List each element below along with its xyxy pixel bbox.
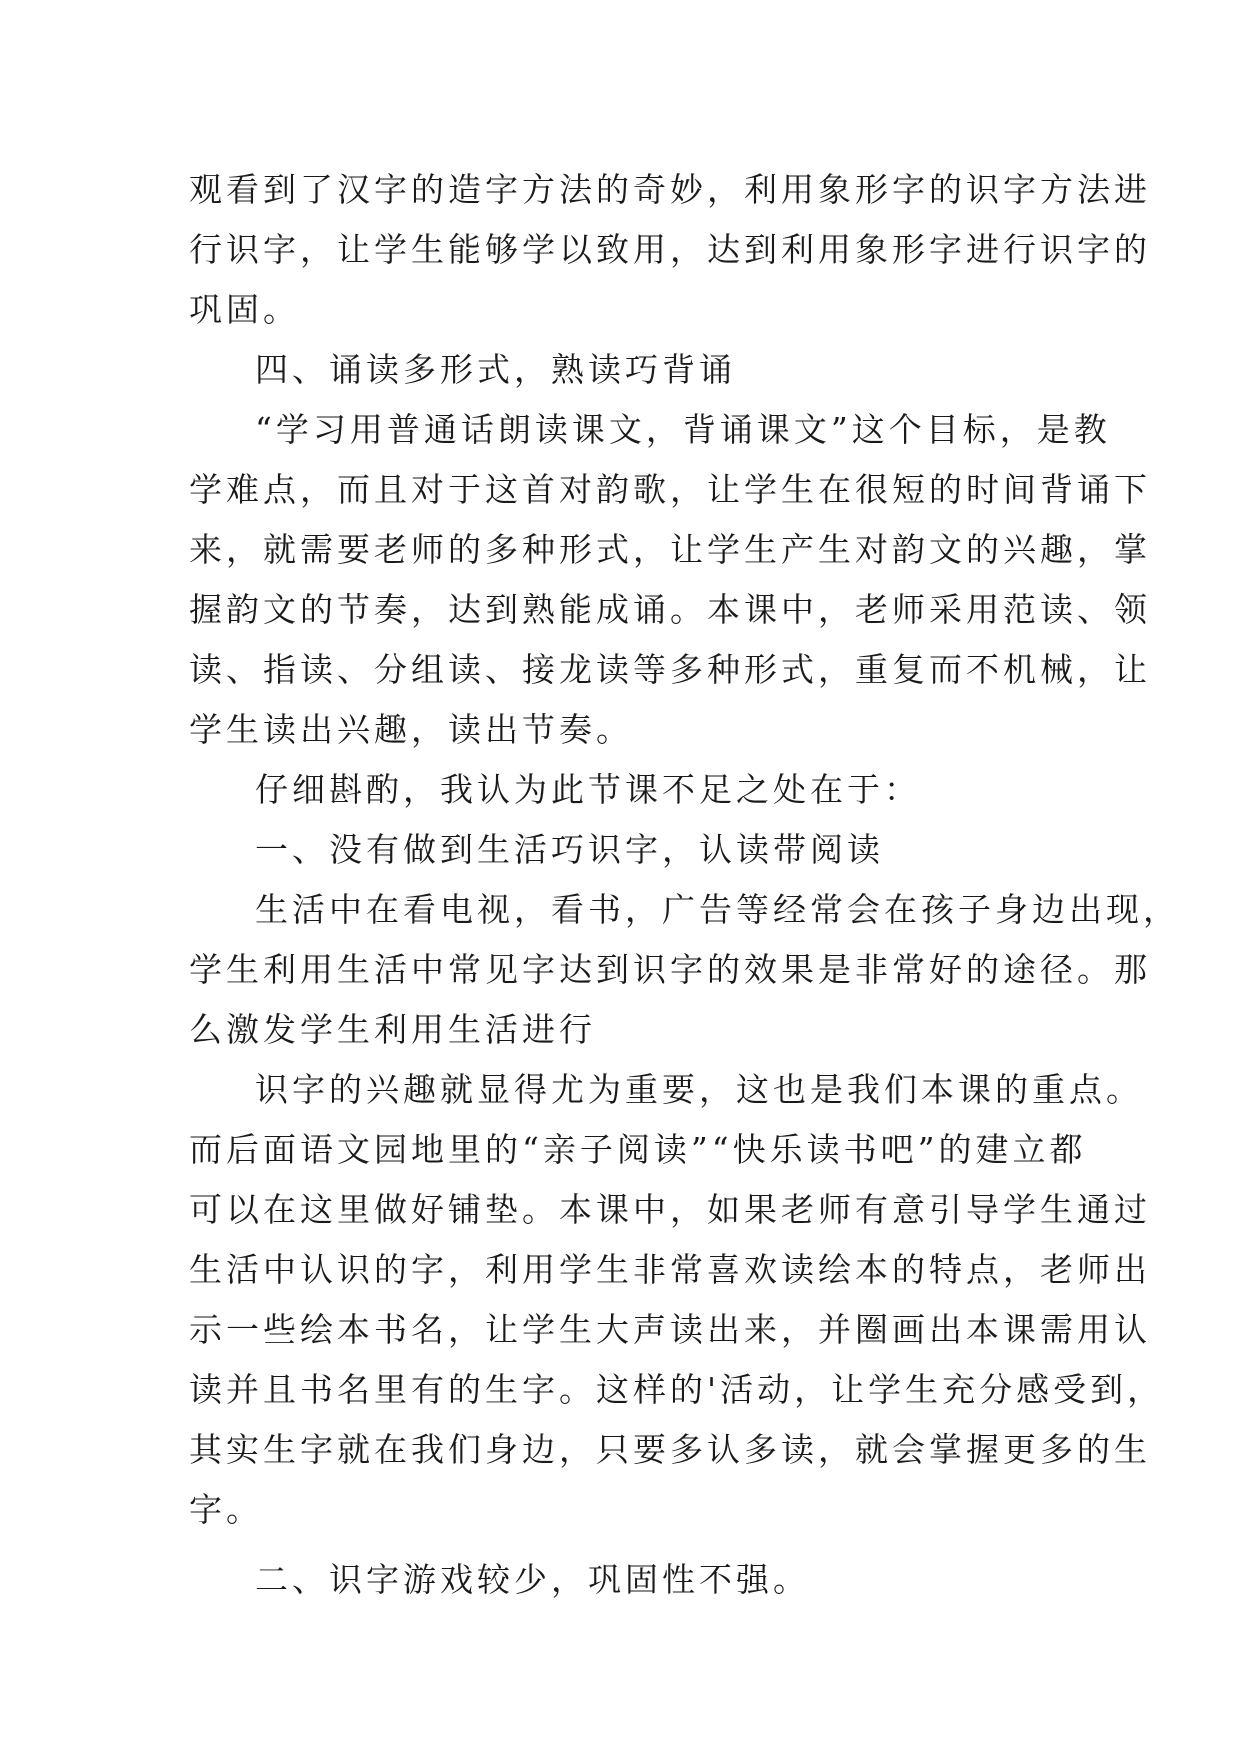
paragraph-gap [189,1540,1069,1550]
text-line: 握韵文的节奏，达到熟能成诵。本课中，老师采用范读、领 [189,590,1151,629]
text-line: 字。 [189,1490,263,1529]
text-line: 读、指读、分组读、接龙读等多种形式，重复而不机械，让 [189,650,1151,689]
text-line: 而后面语文园地里的“亲子阅读”“快乐读书吧”的建立都 [189,1130,1087,1169]
section-heading: 二、识字游戏较少，巩固性不强。 [255,1560,810,1599]
text-line: 观看到了汉字的造字方法的奇妙，利用象形字的识字方法进 [189,170,1151,209]
text-line: 示一些绘本书名，让学生大声读出来，并圈画出本课需用认 [189,1310,1151,1349]
text-line: 识字的兴趣就显得尤为重要，这也是我们本课的重点。 [255,1070,1143,1109]
text-line: 学生读出兴趣，读出节奏。 [189,710,633,749]
text-line: 巩固。 [189,290,300,329]
text-line: 学难点，而且对于这首对韵歌，让学生在很短的时间背诵下 [189,470,1151,509]
text-line: 学生利用生活中常见字达到识字的效果是非常好的途径。那 [189,950,1151,989]
text-line: 来，就需要老师的多种形式，让学生产生对韵文的兴趣，掌 [189,530,1151,569]
text-line: 其实生字就在我们身边，只要多认多读，就会掌握更多的生 [189,1430,1151,1469]
text-line: 生活中在看电视，看书，广告等经常会在孩子身边出现， [255,890,1180,929]
document-body [189,160,1180,1610]
text-line: 行识字，让学生能够学以致用，达到利用象形字进行识字的 [189,230,1151,269]
section-heading: 一、没有做到生活巧识字，认读带阅读 [255,830,884,869]
section-heading: 四、诵读多形式，熟读巧背诵 [255,350,736,389]
text-line: 仔细斟酌，我认为此节课不足之处在于： [255,770,921,809]
text-line: 可以在这里做好铺垫。本课中，如果老师有意引导学生通过 [189,1190,1151,1229]
text-line: 读并且书名里有的生字。这样的'活动，让学生充分感受到， [189,1370,1165,1409]
text-line: 么激发学生利用生活进行 [189,1010,596,1049]
text-line: 生活中认识的字，利用学生非常喜欢读绘本的特点，老师出 [189,1250,1151,1289]
text-line: “学习用普通话朗读课文，背诵课文”这个目标，是教 [255,410,1111,449]
